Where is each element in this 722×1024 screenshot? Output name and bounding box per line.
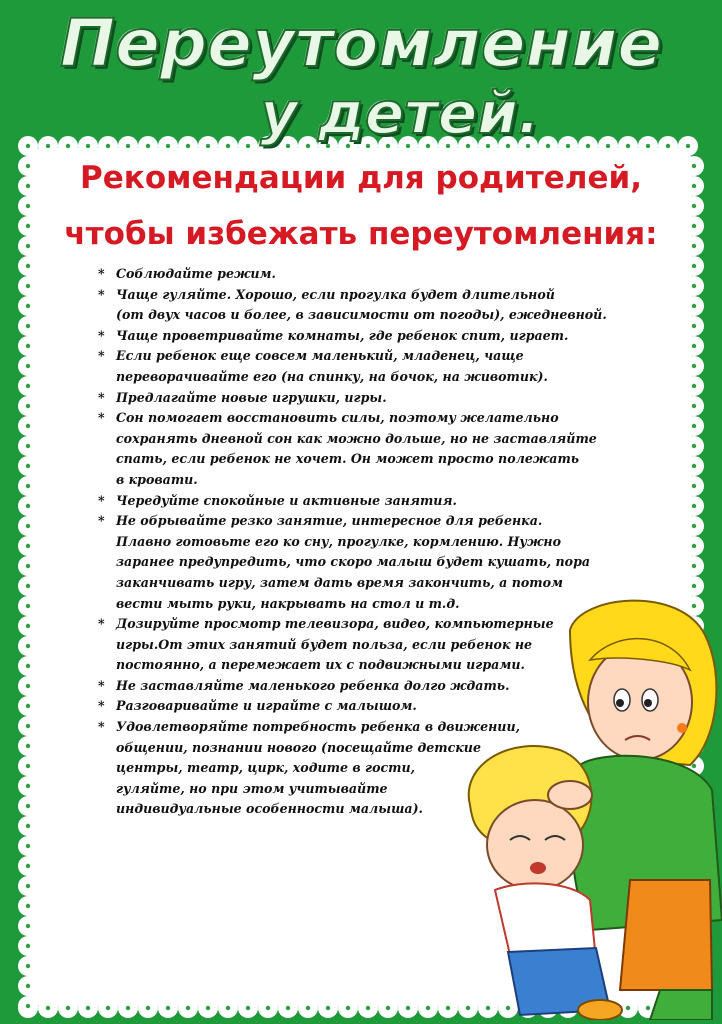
recommendation-line: центры, театр, цирк, ходите в гости, [116,760,416,776]
mother-and-child-illustration [450,590,722,1020]
recommendation-line: сохранять дневной сон как можно дольше, но не заставляйте [116,430,597,446]
recommendation-line: общении, познании нового (посещайте детские [116,739,481,755]
recommendation-item [86,346,646,387]
recommendation-line: * Соблюдайте режим. [116,266,276,281]
recommendation-line: * Чаще проветривайте комнаты, где ребенок спит, играет. [116,327,569,343]
recommendation-item [86,388,646,409]
title-line-2: у детей. [260,79,540,147]
recommendation-line: * Разговаривайте и играйте с малышом. [116,698,417,714]
recommendation-line: * Дозируйте просмотр телевизора, видео, компьютерные [116,616,554,632]
recommendation-item [86,264,646,285]
recommendation-line: * Чаще гуляйте. Хорошо, если прогулка будет длительной [116,286,555,302]
title-line-1: Переутомление [59,5,663,82]
recommendation-item [86,285,646,326]
recommendation-line: постоянно, а перемежает их с подвижными играми. [116,657,525,673]
recommendation-line: в кровати. [116,471,198,487]
recommendation-line: индивидуальные особенности малыша). [116,801,423,817]
subtitle-line-2: чтобы избежать переутомления: [64,216,658,252]
recommendation-item [86,408,646,490]
recommendation-line: (от двух часов и более, в зависимости от погоды), ежедневной. [116,307,607,323]
recommendation-line: игры.От этих занятий будет польза, если ребенок не [116,636,533,652]
recommendation-line: гуляйте, но при этом учитывайте [116,780,388,796]
recommendation-line: * Не заставляйте маленького ребенка долго ждать. [116,677,510,693]
recommendation-line: * Сон помогает восстановить силы, поэтому желательно [116,410,559,426]
recommendation-line: спать, если ребенок не хочет. Он может просто полежать [116,451,580,467]
recommendation-line: * Не обрывайте резко занятие, интересное для ребенка. [116,513,543,529]
recommendation-line: вести мыть руки, накрывать на стол и т.д. [116,595,460,611]
recommendation-line: Плавно готовьте его ко сну, прогулке, кормлению. Нужно [116,533,561,549]
subtitle-line-1: Рекомендации для родителей, [80,160,642,196]
recommendation-line: * Чередуйте спокойные и активные занятия. [116,492,457,508]
recommendation-line: * Если ребенок еще совсем маленький, младенец, чаще [116,348,524,364]
recommendation-line: переворачивайте его (на спинку, на бочок, на животик). [116,368,548,384]
recommendation-item [86,326,646,347]
recommendation-line: * Удовлетворяйте потребность ребенка в движении, [116,719,520,735]
recommendation-line: * Предлагайте новые игрушки, игры. [116,389,387,405]
recommendation-line: заканчивать игру, затем дать время закончить, а потом [116,574,563,590]
recommendation-item [86,491,646,512]
recommendation-line: заранее предупредить, что скоро малыш будет кушать, пора [116,554,591,570]
